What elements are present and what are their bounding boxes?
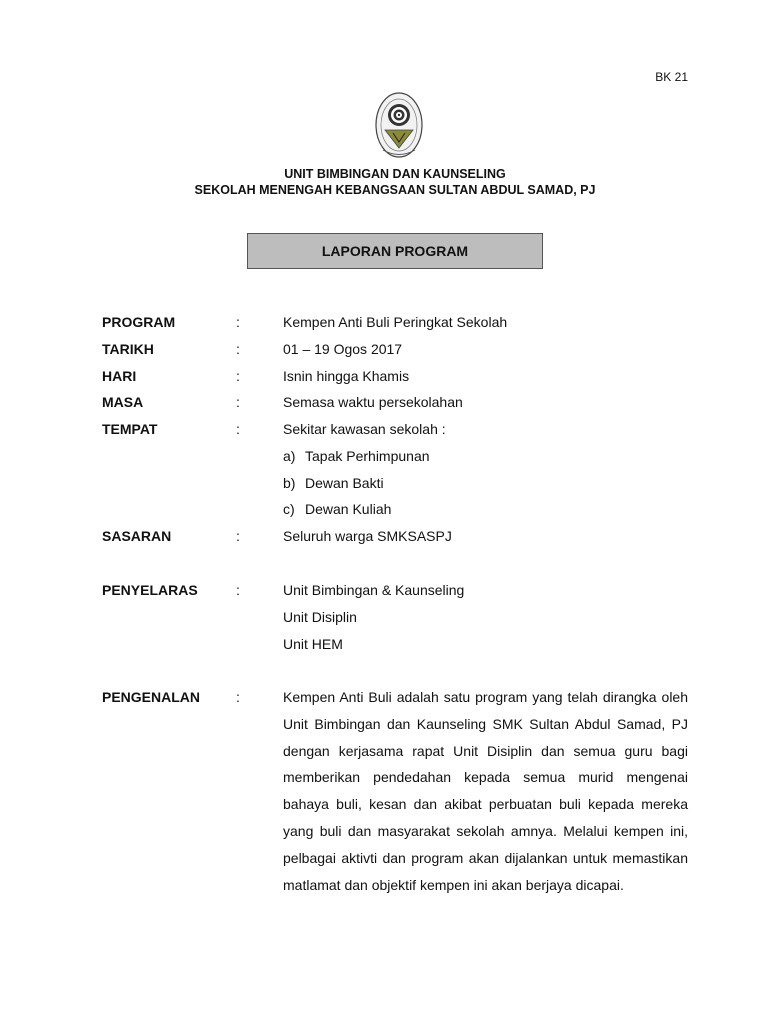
field-value: Kempen Anti Buli Peringkat Sekolah [283, 314, 508, 330]
tempat-intro: Sekitar kawasan sekolah : [283, 421, 446, 437]
field-label: PENYELARAS [102, 582, 198, 598]
list-marker: c) [283, 501, 295, 518]
list-text: Dewan Kuliah [305, 501, 392, 518]
list-item [283, 470, 688, 497]
field-label: MASA [102, 394, 144, 410]
field-label: PENGENALAN [102, 689, 201, 705]
document-code: BK 21 [655, 70, 688, 84]
field-colon: : [236, 368, 240, 384]
report-title-box [247, 233, 543, 269]
coordinator-item: Unit Bimbingan & Kaunseling [283, 582, 465, 598]
letterhead [0, 166, 768, 198]
field-label: PROGRAM [102, 314, 176, 330]
field-label: SASARAN [102, 528, 172, 544]
field-label: TARIKH [102, 341, 154, 357]
field-colon: : [236, 314, 240, 330]
field-colon: : [236, 689, 240, 705]
introduction-paragraph: Kempen Anti Buli adalah satu program yang telah dirangka oleh Unit Bimbingan dan Kaunseling SMK Sultan Abdul Samad, PJ dengan kerjasama rapat Unit Disiplin dan semua guru bagi memberikan pendedahan kepada semua murid mengenai bahaya buli, kesan dan akibat perbuatan buli kepada mereka yang buli dan masyarakat sekolah amnya. Melalui kempen ini, pelbagai aktivti dan program akan dijalankan untuk memastikan matlamat dan objektif kempen ini akan berjaya dicapai. [283, 689, 688, 893]
school-crest-icon [374, 91, 424, 163]
list-marker: a) [283, 447, 296, 464]
field-value: 01 – 19 Ogos 2017 [283, 341, 403, 357]
school-name: SEKOLAH MENENGAH KEBANGSAAN SULTAN ABDUL SAMAD, PJ [194, 183, 596, 197]
field-value [283, 577, 688, 657]
field-colon: : [236, 394, 240, 410]
list-text: Tapak Perhimpunan [305, 447, 430, 464]
list-marker: b) [283, 474, 296, 491]
field-label: HARI [102, 368, 137, 384]
field-value [283, 416, 688, 523]
list-text: Dewan Bakti [305, 474, 384, 491]
field-colon: : [236, 421, 240, 437]
coordinator-item: Unit HEM [283, 635, 343, 652]
field-colon: : [236, 582, 240, 598]
list-item [283, 496, 688, 523]
field-value: Seluruh warga SMKSASPJ [283, 528, 452, 544]
unit-name: UNIT BIMBINGAN DAN KAUNSELING [284, 167, 506, 181]
coordinator-item: Unit Disiplin [283, 608, 357, 625]
field-value: Isnin hingga Khamis [283, 368, 410, 384]
field-colon: : [236, 528, 240, 544]
field-value: Semasa waktu persekolahan [283, 394, 463, 410]
field-label: TEMPAT [102, 421, 158, 437]
field-colon: : [236, 341, 240, 357]
report-title: LAPORAN PROGRAM [321, 243, 469, 259]
list-item [283, 443, 688, 470]
